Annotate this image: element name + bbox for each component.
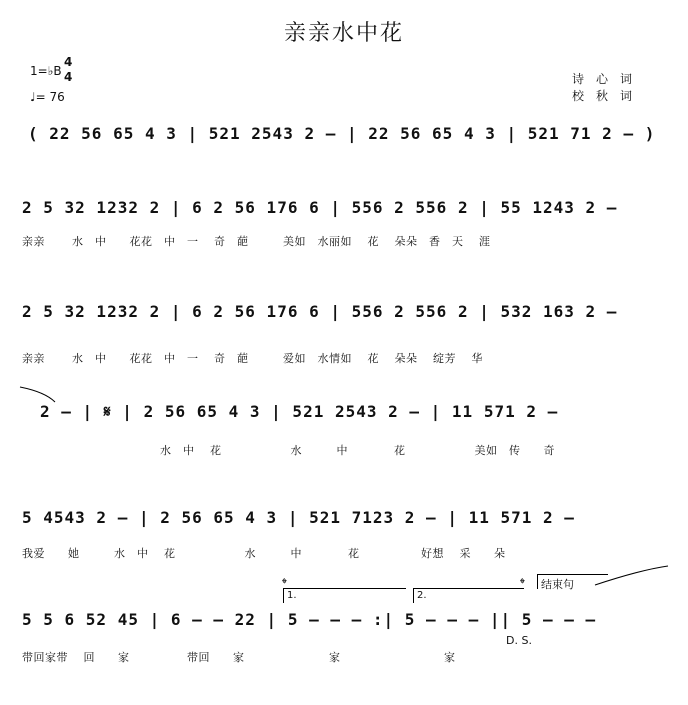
coda-sign-icon: 𝄌 <box>282 576 287 592</box>
tempo-marking: ♩= 76 <box>30 90 65 104</box>
volta-1-label: 1. <box>287 590 297 601</box>
lyrics-row-6: 带回家带 回 家 带回 家 家 家 <box>22 651 456 664</box>
volta-2-label: 2. <box>417 590 427 601</box>
dal-segno-marking: D. S. <box>506 634 532 647</box>
coda-label: 结束句 <box>541 578 574 591</box>
lyrics-row-3: 亲亲 水 中 花花 中 一 奇 葩 爱如 水情如 花 朵朵 绽芳 华 <box>22 352 483 365</box>
time-signature-bottom: 4 <box>64 70 73 84</box>
editor-credit: 校 秋 词 <box>572 89 633 103</box>
song-title: 亲亲水中花 <box>283 21 404 46</box>
time-signature-top: 4 <box>64 55 73 69</box>
notation-row-1: ( 22 56 65 4 3 | 521 2543 2 — | 22 56 65 4 3 | 521 71 2 — ) <box>28 124 656 143</box>
lyrics-row-5: 我爱 她 水 中 花 水 中 花 好想 采 朵 <box>22 547 506 560</box>
coda-sign-icon: 𝄌 <box>520 576 525 592</box>
notation-row-3: 2 5 32 1232 2 | 6 2 56 176 6 | 556 2 556 2 | 532 163 2 — <box>22 302 618 321</box>
key-signature: 1=♭B <box>30 64 62 78</box>
lyricist-credit: 诗 心 词 <box>572 72 633 86</box>
notation-row-2: 2 5 32 1232 2 | 6 2 56 176 6 | 556 2 556 2 | 55 1243 2 — <box>22 198 618 217</box>
lyrics-row-2: 亲亲 水 中 花花 中 一 奇 葩 美如 水丽如 花 朵朵 香 天 涯 <box>22 235 491 248</box>
notation-row-6: 5 5 6 52 45 | 6 — — 22 | 5 — — — :| 5 — — — || 5 — — — <box>22 610 597 629</box>
notation-row-5: 5 4543 2 — | 2 56 65 4 3 | 521 7123 2 — | 11 571 2 — <box>22 508 575 527</box>
notation-row-4: 2 — | 𝄋 | 2 56 65 4 3 | 521 2543 2 — | 11 571 2 — <box>40 402 559 421</box>
lyrics-row-4: 水 中 花 水 中 花 美如 传 奇 <box>160 444 555 457</box>
